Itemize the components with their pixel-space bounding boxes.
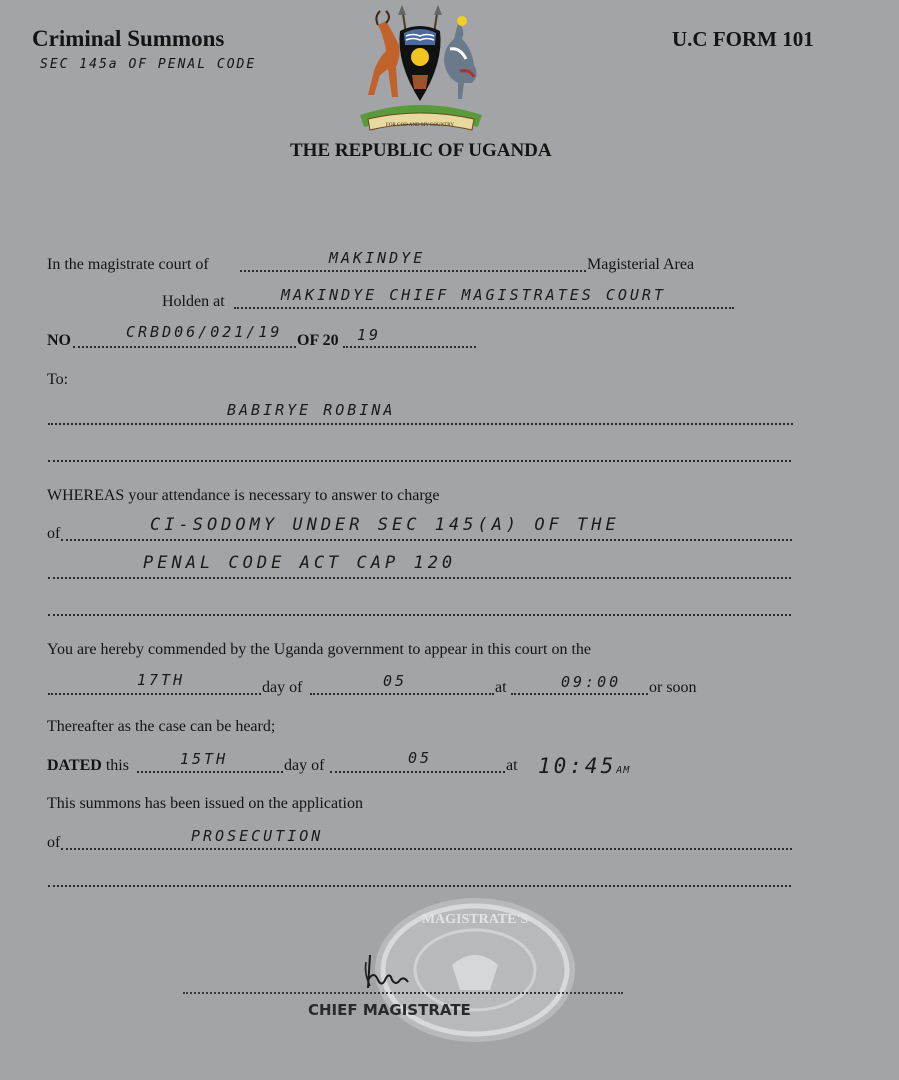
thereafter-text: Thereafter as the case can be heard; [47,718,276,735]
to-label: To: [47,371,69,388]
signature-dotted-line [183,992,623,994]
application-dotted-line-1 [61,848,792,850]
charge-of-label: of [47,525,61,542]
appear-day-dotted-line [48,693,261,695]
or-soon-label: or soon [649,679,697,696]
charge-line-2: PENAL CODE ACT CAP 120 [143,553,457,573]
appear-text: You are hereby commended by the Uganda government to appear in this court on the [47,641,591,658]
dated-time-suffix: AM [616,765,631,776]
appear-month-value: 05 [383,672,408,690]
chief-magistrate-label: CHIEF MAGISTRATE [308,1001,471,1019]
dated-label: DATED this [47,757,129,774]
dated-at-label: at [506,757,518,774]
charge-dotted-line-2 [48,577,791,579]
republic-heading: THE REPUBLIC OF UGANDA [290,140,552,161]
charge-dotted-line-3 [48,614,791,616]
appear-time-dotted-line [511,693,648,695]
holden-label: Holden at [162,293,225,310]
dated-day-value: 15TH [180,750,229,768]
year-label: OF 20 [297,332,339,349]
case-no-value: CRBD06/021/19 [126,323,283,341]
application-value: PROSECUTION [191,827,324,845]
year-dotted-line [343,346,476,348]
appear-at-label: at [495,679,507,696]
application-text: This summons has been issued on the application [47,795,363,812]
holden-dotted-line [234,307,734,309]
to-dotted-line-2 [48,460,791,462]
case-no-label: NO [47,332,71,349]
dated-month-value: 05 [408,749,433,767]
appear-day-value: 17TH [137,671,186,689]
appear-month-dotted-line [310,693,494,695]
form-number: U.C FORM 101 [672,27,814,51]
signature-icon [360,950,440,995]
dated-day-of-label: day of [284,757,325,774]
dated-time-value: 10:45AM [538,754,631,778]
appear-time-value: 09:00 [561,673,622,691]
court-value: MAKINDYE [329,249,426,267]
charge-line-1: CI-SODOMY UNDER SEC 145(A) OF THE [150,515,620,535]
case-no-dotted-line [73,346,296,348]
coat-motto: FOR GOD AND MY COUNTRY [386,123,454,128]
court-label: In the magistrate court of [47,256,209,273]
charge-dotted-line-1 [61,539,792,541]
court-dotted-line [240,270,586,272]
dated-month-dotted-line [330,771,505,773]
holden-value: MAKINDYE CHIEF MAGISTRATES COURT [281,286,666,304]
form-title: Criminal Summons [32,26,225,51]
appear-day-of-label: day of [262,679,303,696]
dated-day-dotted-line [137,771,283,773]
year-value: 19 [357,326,382,344]
to-name: BABIRYE ROBINA [227,401,396,419]
form-subtitle: SEC 145a OF PENAL CODE [40,57,257,72]
whereas-text: WHEREAS your attendance is necessary to answer to charge [47,487,440,504]
coat-of-arms-icon [340,3,500,136]
application-dotted-line-2 [48,885,791,887]
magisterial-area-label: Magisterial Area [587,256,695,273]
to-dotted-line-1 [48,423,793,425]
stamp-text: MAGISTRATE'S [421,912,529,927]
application-of-label: of [47,834,61,851]
